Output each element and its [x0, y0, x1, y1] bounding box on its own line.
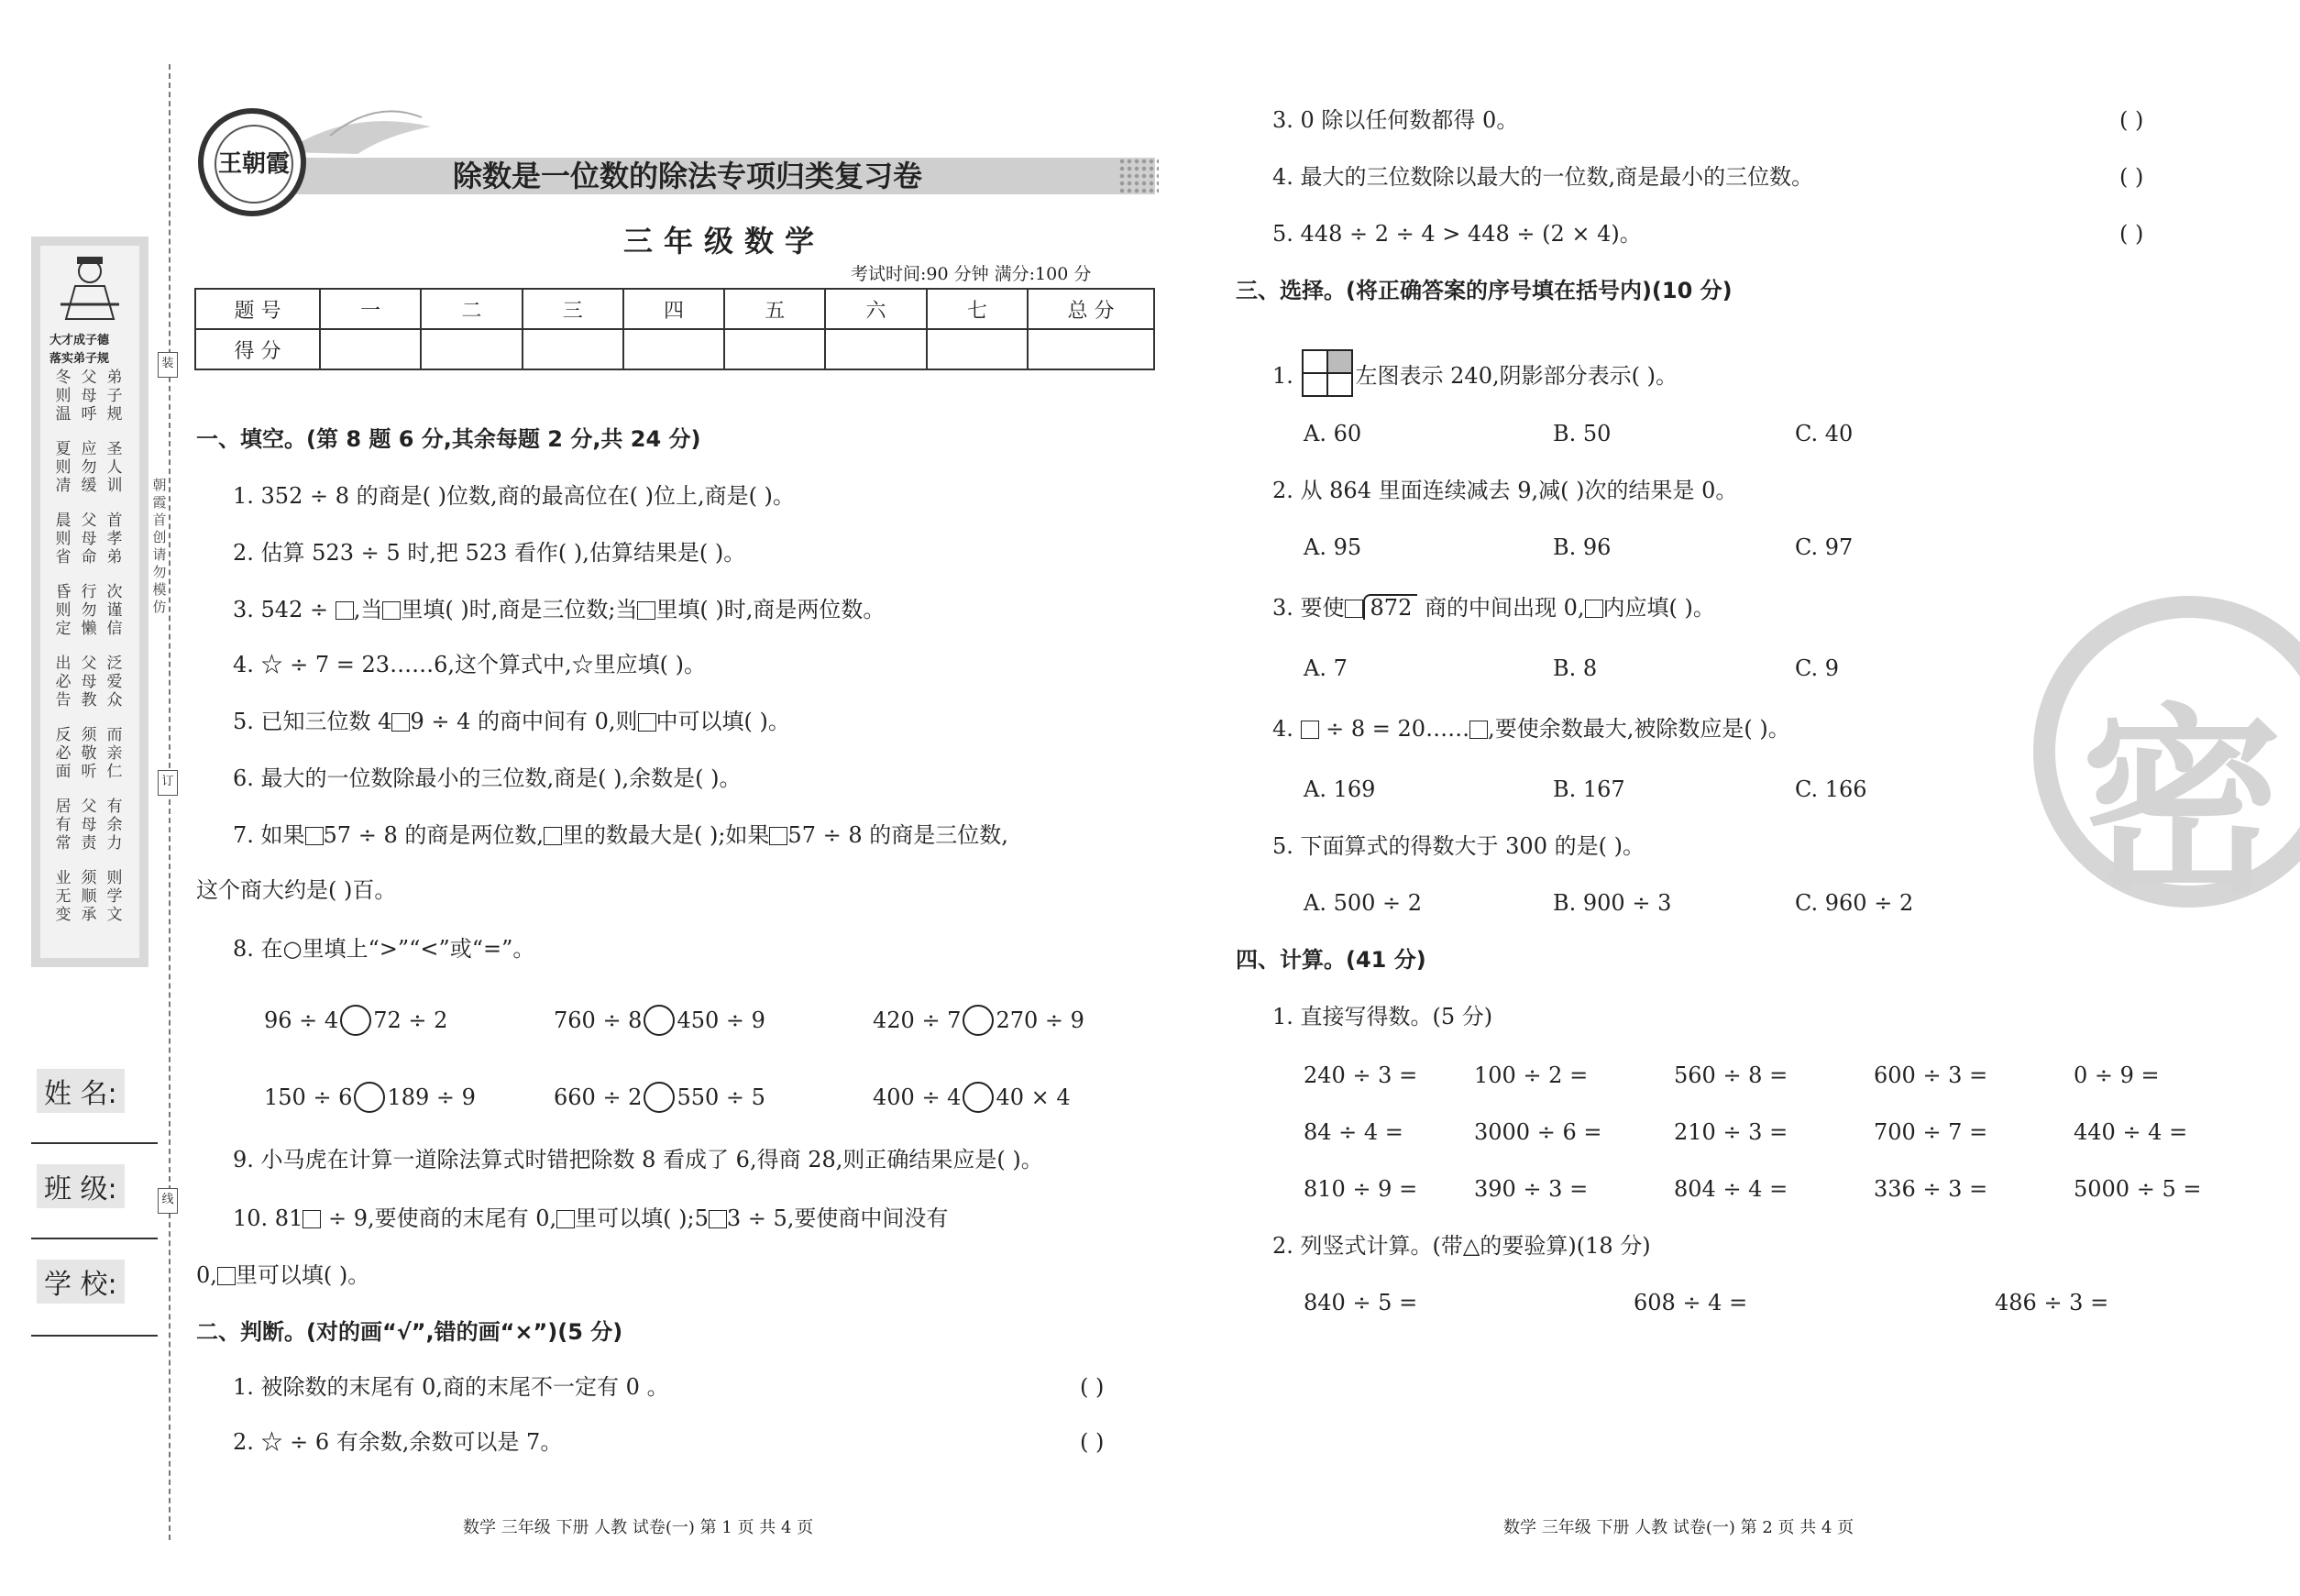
- banner-dots: [1118, 158, 1159, 194]
- answer-paren[interactable]: ( ): [1080, 1429, 1105, 1455]
- blank-box: [1469, 721, 1488, 739]
- school-field[interactable]: [31, 1335, 158, 1337]
- s1-q3-text: 3. 542 ÷: [233, 597, 336, 622]
- compare-right: 270 ÷ 9: [996, 1007, 1084, 1033]
- mental-calc: 700 ÷ 7 =: [1874, 1119, 1988, 1145]
- s3-q3: [1272, 594, 1715, 622]
- s1-q8: 8. 在○里填上“>”“<”或“=”。: [233, 936, 535, 962]
- s3-q4-text: 4.: [1272, 716, 1301, 742]
- blank-box: [305, 827, 324, 845]
- answer-paren[interactable]: ( ): [2119, 107, 2144, 133]
- compare-item: [873, 1005, 1084, 1036]
- sidebar-verse-col: 业无变: [55, 869, 72, 924]
- score-cell[interactable]: [927, 329, 1028, 369]
- s1-q10-text: 里可以填( );5: [575, 1205, 709, 1231]
- s3-q3-text: 3. 要使: [1272, 595, 1345, 621]
- s4-sub1: 1. 直接写得数。(5 分): [1272, 1004, 1493, 1029]
- s1-q10-text: 里可以填( )。: [235, 1262, 370, 1288]
- s1-q3-text: 里填( )时,商是三位数;当: [401, 597, 638, 622]
- score-header-cell: 四: [623, 289, 724, 329]
- answer-paren[interactable]: ( ): [2119, 221, 2144, 247]
- sidebar-verse-col: 须敬听: [81, 726, 97, 781]
- sidebar-verse-col: 圣人训: [106, 440, 123, 495]
- motto-line-1: 大才成子德: [50, 334, 110, 347]
- sidebar-verse-col: 反必面: [55, 726, 72, 781]
- mental-calc: 600 ÷ 3 =: [1874, 1062, 1988, 1088]
- blank-box: [709, 1210, 727, 1228]
- blank-box: [1301, 721, 1319, 739]
- binding-tag-top: 装: [158, 352, 178, 378]
- long-division-dividend: 872: [1363, 594, 1418, 620]
- blank-box: [303, 1210, 321, 1228]
- mental-calc: 210 ÷ 3 =: [1674, 1119, 1788, 1145]
- scholar-icon: [59, 251, 121, 325]
- footer-left: 数学 三年级 下册 人教 试卷(一) 第 1 页 共 4 页: [463, 1518, 814, 1537]
- s1-q4: 4. ☆ ÷ 7 = 23……6,这个算式中,☆里应填( )。: [233, 652, 706, 677]
- s3-q1-text: 左图表示 240,阴影部分表示( )。: [1355, 363, 1678, 389]
- option: B. 167: [1553, 776, 1625, 802]
- score-header-cell: 二: [421, 289, 522, 329]
- s1-q3-text: ,当: [353, 597, 383, 622]
- score-cell[interactable]: [421, 329, 522, 369]
- mental-calc: 810 ÷ 9 =: [1304, 1176, 1418, 1202]
- compare-circle[interactable]: [340, 1005, 371, 1036]
- option: A. 500 ÷ 2: [1304, 890, 1423, 916]
- mental-calc: 560 ÷ 8 =: [1674, 1062, 1788, 1088]
- compare-circle[interactable]: [644, 1082, 675, 1113]
- s2-q1: 1. 被除数的末尾有 0,商的末尾不一定有 0 。: [233, 1374, 669, 1400]
- class-label: 班 级:: [37, 1164, 125, 1208]
- blank-box: [769, 827, 787, 845]
- blank-box: [391, 713, 410, 732]
- option: B. 8: [1553, 655, 1598, 681]
- score-table: [194, 288, 1155, 370]
- sidebar-verse-col: 晨则省: [55, 512, 72, 567]
- s2-q5: 5. 448 ÷ 2 ÷ 4 > 448 ÷ (2 × 4)。: [1272, 221, 1642, 247]
- sidebar-verse-col: 行勿懒: [81, 583, 97, 638]
- binding-tag-mid: 订: [158, 770, 178, 796]
- answer-paren[interactable]: ( ): [2119, 164, 2144, 190]
- compare-left: 760 ÷ 8: [554, 1007, 643, 1033]
- s1-q7: [233, 821, 1008, 849]
- option: C. 97: [1795, 534, 1854, 560]
- blank-box: [336, 601, 354, 620]
- s2-q2: 2. ☆ ÷ 6 有余数,余数可以是 7。: [233, 1429, 563, 1455]
- score-cell[interactable]: [623, 329, 724, 369]
- s3-q4-text: ÷ 8 = 20……: [1318, 716, 1470, 742]
- compare-left: 420 ÷ 7: [873, 1007, 962, 1033]
- secret-stamp-char: 密: [2081, 687, 2283, 921]
- s1-q3: [233, 596, 885, 623]
- sidebar-verse-col: 则学文: [106, 869, 123, 924]
- blank-box: [638, 713, 656, 732]
- mental-calc: 440 ÷ 4 =: [2074, 1119, 2188, 1145]
- sidebar-verse-col: 父母呼: [81, 369, 97, 424]
- blank-box: [382, 601, 401, 620]
- compare-item: [873, 1082, 1071, 1113]
- s1-q10-text: 0,: [196, 1262, 217, 1288]
- score-header-cell: 一: [320, 289, 421, 329]
- sidebar-verse-col: 应勿缓: [81, 440, 97, 495]
- blank-box: [217, 1267, 236, 1285]
- s1-q7-text: 里的数最大是( );如果: [561, 822, 770, 848]
- s2-q3: 3. 0 除以任何数都得 0。: [1272, 107, 1519, 133]
- compare-circle[interactable]: [963, 1082, 994, 1113]
- mental-calc: 5000 ÷ 5 =: [2074, 1176, 2202, 1202]
- mental-calc: 804 ÷ 4 =: [1674, 1176, 1788, 1202]
- s1-q3-text: 里填( )时,商是两位数。: [655, 597, 886, 622]
- option: C. 960 ÷ 2: [1795, 890, 1914, 916]
- sidebar-verse-col: 有余力: [106, 798, 123, 853]
- s3-q3-text: 商的中间出现 0,: [1417, 595, 1585, 621]
- sidebar-verse-col: 父母教: [81, 655, 97, 710]
- exam-meta: 考试时间:90 分钟 满分:100 分: [851, 264, 1092, 284]
- sidebar-verse-col: 居有常: [55, 798, 72, 853]
- option: C. 40: [1795, 421, 1854, 446]
- vertical-calc: 486 ÷ 3 =: [1995, 1290, 2109, 1315]
- sidebar-verse-col: 首孝弟: [106, 512, 123, 567]
- mental-calc: 100 ÷ 2 =: [1474, 1062, 1589, 1088]
- sidebar-verse-col: 而亲仁: [106, 726, 123, 781]
- sidebar-verse-col: 出必告: [55, 655, 72, 710]
- footer-right: 数学 三年级 下册 人教 试卷(一) 第 2 页 共 4 页: [1503, 1518, 1854, 1537]
- score-cell[interactable]: [523, 329, 623, 369]
- compare-right: 189 ÷ 9: [387, 1084, 476, 1110]
- class-field[interactable]: [31, 1238, 158, 1239]
- option: A. 7: [1304, 655, 1348, 681]
- compare-right: 72 ÷ 2: [373, 1007, 448, 1033]
- compare-item: [264, 1005, 447, 1036]
- section2-heading: 二、判断。(对的画“√”,错的画“×”)(5 分): [196, 1319, 623, 1345]
- sidebar-verse-col: 父母命: [81, 512, 97, 567]
- compare-right: 40 × 4: [996, 1084, 1071, 1110]
- option: B. 900 ÷ 3: [1553, 890, 1672, 916]
- s1-q7-text: 57 ÷ 8 的商是两位数,: [323, 822, 544, 848]
- score-cell[interactable]: [825, 329, 926, 369]
- exam-subtitle: 三年级数学: [623, 224, 826, 259]
- mental-calc: 84 ÷ 4 =: [1304, 1119, 1403, 1145]
- compare-circle[interactable]: [354, 1082, 385, 1113]
- answer-paren[interactable]: ( ): [1080, 1374, 1105, 1400]
- name-field[interactable]: [31, 1142, 158, 1144]
- option: A. 169: [1304, 776, 1376, 802]
- score-header-cell: 总 分: [1028, 289, 1154, 329]
- sidebar-verse-col: 次谨信: [106, 583, 123, 638]
- s3-q2: 2. 从 864 里面连续减去 9,减( )次的结果是 0。: [1272, 478, 1738, 503]
- compare-right: 450 ÷ 9: [677, 1007, 765, 1033]
- option: C. 9: [1795, 655, 1840, 681]
- section3-heading: 三、选择。(将正确答案的序号填在括号内)(10 分): [1236, 278, 1733, 303]
- mental-calc: 240 ÷ 3 =: [1304, 1062, 1418, 1088]
- score-header-cell: 七: [927, 289, 1028, 329]
- compare-right: 550 ÷ 5: [677, 1084, 765, 1110]
- s2-q4: 4. 最大的三位数除以最大的一位数,商是最小的三位数。: [1272, 164, 1814, 190]
- compare-left: 400 ÷ 4: [873, 1084, 962, 1110]
- s1-q10-text: ÷ 9,要使商的末尾有 0,: [321, 1205, 557, 1231]
- s3-q1-num: 1.: [1272, 363, 1301, 389]
- s1-q10-text: 10. 81: [233, 1205, 303, 1231]
- s3-q4: [1272, 715, 1790, 743]
- s1-q6: 6. 最大的一位数除最小的三位数,商是( ),余数是( )。: [233, 765, 742, 791]
- blank-box: [1585, 600, 1603, 618]
- s1-q5-text: 9 ÷ 4 的商中间有 0,则: [410, 709, 638, 734]
- mental-calc: 390 ÷ 3 =: [1474, 1176, 1589, 1202]
- blank-box: [544, 827, 562, 845]
- s4-sub2: 2. 列竖式计算。(带△的要验算)(18 分): [1272, 1233, 1651, 1259]
- binding-notice: 朝霞首创请勿模仿: [152, 477, 167, 615]
- s1-q7-text: 57 ÷ 8 的商是三位数,: [787, 822, 1008, 848]
- option: A. 95: [1304, 534, 1362, 560]
- s1-q5-text: 5. 已知三位数 4: [233, 709, 392, 734]
- s1-q1: 1. 352 ÷ 8 的商是( )位数,商的最高位在( )位上,商是( )。: [233, 483, 795, 509]
- mental-calc: 336 ÷ 3 =: [1874, 1176, 1988, 1202]
- s1-q7-cont: 这个商大约是( )百。: [196, 877, 397, 903]
- option: B. 96: [1553, 534, 1612, 560]
- logo-text: 王朝霞: [215, 125, 293, 204]
- sidebar-verse-col: 冬则温: [55, 369, 72, 424]
- sidebar-verse-col: 须顺承: [81, 869, 97, 924]
- score-header-cell: 五: [724, 289, 825, 329]
- s3-q5: 5. 下面算式的得数大于 300 的是( )。: [1272, 833, 1645, 859]
- sidebar-verse-col: 夏则凊: [55, 440, 72, 495]
- s1-q10-cont: [196, 1261, 369, 1289]
- compare-left: 660 ÷ 2: [554, 1084, 643, 1110]
- section4-heading: 四、计算。(41 分): [1236, 947, 1426, 973]
- compare-left: 150 ÷ 6: [264, 1084, 353, 1110]
- binding-line: [169, 64, 171, 1540]
- s1-q2: 2. 估算 523 ÷ 5 时,把 523 看作( ),估算结果是( )。: [233, 540, 746, 566]
- s1-q9: 9. 小马虎在计算一道除法算式时错把除数 8 看成了 6,得商 28,则正确结果应是( )。: [233, 1147, 1043, 1172]
- compare-left: 96 ÷ 4: [264, 1007, 339, 1033]
- s1-q10-text: 3 ÷ 5,要使商中间没有: [726, 1205, 949, 1231]
- score-cell[interactable]: [1028, 329, 1154, 369]
- sidebar-verse-col: 弟子规: [106, 369, 123, 424]
- mental-calc: 3000 ÷ 6 =: [1474, 1119, 1602, 1145]
- exam-title: 除数是一位数的除法专项归类复习卷: [452, 159, 922, 193]
- mental-calc: 0 ÷ 9 =: [2074, 1062, 2160, 1088]
- s1-q7-text: 7. 如果: [233, 822, 305, 848]
- blank-box: [556, 1210, 575, 1228]
- grid-figure-icon: [1301, 348, 1354, 398]
- option: C. 166: [1795, 776, 1867, 802]
- compare-circle[interactable]: [963, 1005, 994, 1036]
- vertical-calc: 608 ÷ 4 =: [1634, 1290, 1748, 1315]
- compare-item: [554, 1082, 765, 1113]
- name-label: 姓 名:: [37, 1069, 125, 1113]
- section1-heading: 一、填空。(第 8 题 6 分,其余每题 2 分,共 24 分): [196, 426, 701, 452]
- score-row-label: 得 分: [195, 329, 320, 369]
- sidebar-verse-col: 泛爱众: [106, 655, 123, 710]
- s3-q1: [1272, 348, 1678, 398]
- school-label: 学 校:: [37, 1260, 125, 1304]
- s3-q3-text: 内应填( )。: [1602, 595, 1715, 621]
- blank-box: [637, 601, 655, 620]
- compare-circle[interactable]: [644, 1005, 675, 1036]
- s1-q10: [233, 1205, 948, 1232]
- compare-item: [554, 1005, 765, 1036]
- score-header-cell: 三: [523, 289, 623, 329]
- sidebar-verse-col: 昏则定: [55, 583, 72, 638]
- s3-q4-text: ,要使余数最大,被除数应是( )。: [1488, 716, 1790, 742]
- score-cell[interactable]: [320, 329, 421, 369]
- score-header-cell: 题 号: [195, 289, 320, 329]
- blank-box: [1345, 600, 1363, 618]
- score-cell[interactable]: [724, 329, 825, 369]
- motto-line-2: 落实弟子规: [50, 352, 110, 366]
- option: B. 50: [1553, 421, 1612, 446]
- brand-logo: [198, 108, 306, 216]
- vertical-calc: 840 ÷ 5 =: [1304, 1290, 1418, 1315]
- binding-tag-bot: 线: [158, 1188, 178, 1214]
- compare-item: [264, 1082, 476, 1113]
- option: A. 60: [1304, 421, 1362, 446]
- score-header-cell: 六: [825, 289, 926, 329]
- s1-q5: [233, 708, 790, 735]
- sidebar-verse-col: 父母责: [81, 798, 97, 853]
- s1-q5-text: 中可以填( )。: [655, 709, 790, 734]
